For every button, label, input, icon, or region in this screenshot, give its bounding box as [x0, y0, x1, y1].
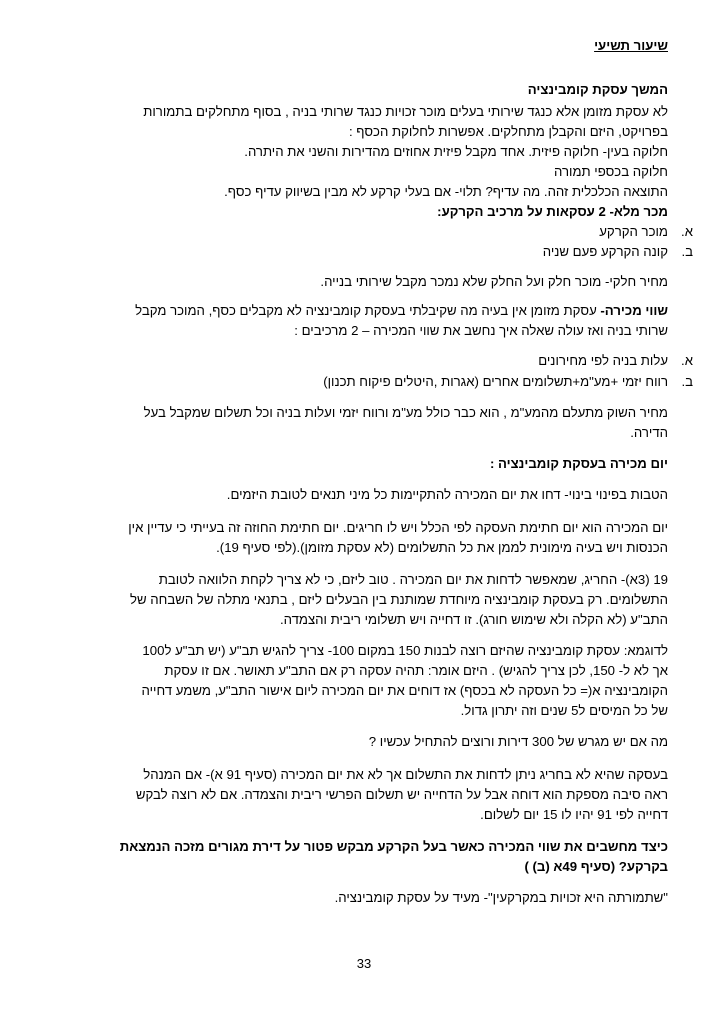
- paragraph-line: הכנסות ויש בעיה מימונית לממן את כל התשלומים (לא עסקת מזומן).(לפי סעיף 19).: [216, 540, 668, 555]
- paragraph-line: בפרויקט, היזם והקבלן מתחלקים. אפשרות לחלוקת הכסף :: [348, 124, 668, 139]
- paragraph-line: התב"ע (לא הקלה ולא שימוש חורג). זו דחייה ויש תשלומי ריבית והצמדה.: [279, 612, 668, 627]
- section-heading-sale-date: יום מכירה בעסקת קומבינציה :: [489, 456, 668, 471]
- paragraph-line: ראה סיבה מספקת הוא דוחה אבל על הדחייה יש תשלום הפרשי ריבית והצמדה. אם לא רוצה לבקש: [135, 787, 668, 802]
- paragraph-line: [135, 303, 668, 319]
- list-marker: ב.: [681, 374, 693, 389]
- paragraph-line: אך לא ל- 150, לכן צריך להגיש) . היזם אומר: תהיה עסקה רק אם התב"ע תאושר. אם זו עסקת: [164, 663, 668, 678]
- paragraph-line: הדירה.: [630, 425, 668, 440]
- paragraph-line: חלוקה בעין- חלוקה פיזית. אחד מקבל פיזית אחוזים מהדירות והשני את היתרה.: [244, 144, 668, 159]
- section-heading-question: כיצד מחשבים את שווי המכירה כאשר בעל הקרקע מבקש פטור על דירת מגורים מזכה הנמצאת: [119, 839, 668, 854]
- list-item: קונה הקרקע פעם שניה: [542, 244, 668, 259]
- paragraph-line: לדוגמא: עסקת קומבינציה שהיזם רוצה לבנות 150 במקום 100- צריך להגיש תב"ע (יש תב"ע ל100: [142, 643, 668, 658]
- paragraph-line: יום המכירה הוא יום חתימת העסקה לפי הכלל ויש לו חריגים. יום חתימת החוזה זה בעייתי כי עדיין אין: [128, 520, 668, 535]
- paragraph-line: של כל המיסים ל5 שנים וזה יתרון גדול.: [460, 703, 668, 718]
- paragraph-line: חלוקה בכספי תמורה: [554, 164, 668, 179]
- paragraph-line: שרותי בניה ואז עולה שאלה איך נחשב את שווי המכירה – 2 מרכיבים :: [294, 323, 668, 338]
- page-title: שיעור תשיעי: [594, 38, 668, 53]
- paragraph-line: מחיר חלקי- מוכר חלק ועל החלק שלא נמכר מקבל שירותי בנייה.: [320, 274, 668, 289]
- section-heading-question: בקרקע? (סעיף 49א (ב) ): [524, 859, 668, 874]
- list-item: מוכר הקרקע: [599, 224, 668, 239]
- page-number: 33: [356, 956, 372, 971]
- list-item: עלות בניה לפי מחירונים: [538, 353, 668, 368]
- paragraph-line: בעסקה שהיא לא בחריג ניתן לדחות את התשלום אך לא את יום המכירה (סעיף 91 א)- אם המנהל: [143, 767, 668, 782]
- list-marker: ב.: [681, 244, 693, 259]
- paragraph-line: התוצאה הכלכלית זהה. מה עדיף? תלוי- אם בעלי קרקע לא מבין בשיווק עדיף כסף.: [224, 184, 668, 199]
- paragraph-line: "שתמורתה היא זכויות במקרקעין"- מעיד על עסקת קומבינציה.: [334, 890, 668, 905]
- bold-term: שווי מכירה-: [600, 303, 668, 318]
- paragraph-line: הקומבינציה א(= כל העסקה לא בכסף) אז דוחים את יום המכירה ליום אישור התב"ע, משמע דחייה: [141, 683, 668, 698]
- list-item: רווח יזמי +מע"מ+תשלומים אחרים (אגרות ,היטלים פיקוח תכנון): [323, 374, 668, 389]
- paragraph-line: 19 (3א)- החריג, שמאפשר לדחות את יום המכירה . טוב ליזם, כי לא צריך לקחת הלוואה לטובת: [158, 572, 668, 587]
- paragraph-line: מחיר השוק מתעלם מהמע"מ , הוא כבר כולל מע"מ ורווח יזמי ועלות בניה וכל תשלום שמקבל בעל: [143, 405, 668, 420]
- list-marker: א.: [681, 224, 693, 239]
- paragraph-line: דחייה לפי 91 יהיו לו 15 יום לשלום.: [480, 807, 668, 822]
- paragraph-line: התשלומים. רק בעסקת קומבינציה מיוחדת שמותנת בין הבעלים ליזם , בתנאי מתלה של השבחה של: [130, 592, 668, 607]
- section-heading-combination: המשך עסקת קומבינציה: [527, 82, 668, 97]
- paragraph-line: מכר מלא- 2 עסקאות על מרכיב הקרקע:: [437, 204, 668, 219]
- paragraph-text: עסקת מזומן אין בעיה מה שקיבלתי בעסקת קומבינציה לא מקבלים כסף, המוכר מקבל: [135, 303, 601, 318]
- paragraph-line: לא עסקת מזומן אלא כנגד שירותי בעלים מוכר זכויות כנגד שרותי בניה , בסוף מתחלקים בתמורות: [143, 104, 668, 119]
- list-marker: א.: [681, 353, 693, 368]
- paragraph-line: הטבות בפינוי בינוי- דחו את יום המכירה להתקיימות כל מיני תנאים לטובת היזמים.: [226, 487, 668, 502]
- paragraph-line: מה אם יש מגרש של 300 דירות ורוצים להתחיל עכשיו ?: [368, 734, 668, 749]
